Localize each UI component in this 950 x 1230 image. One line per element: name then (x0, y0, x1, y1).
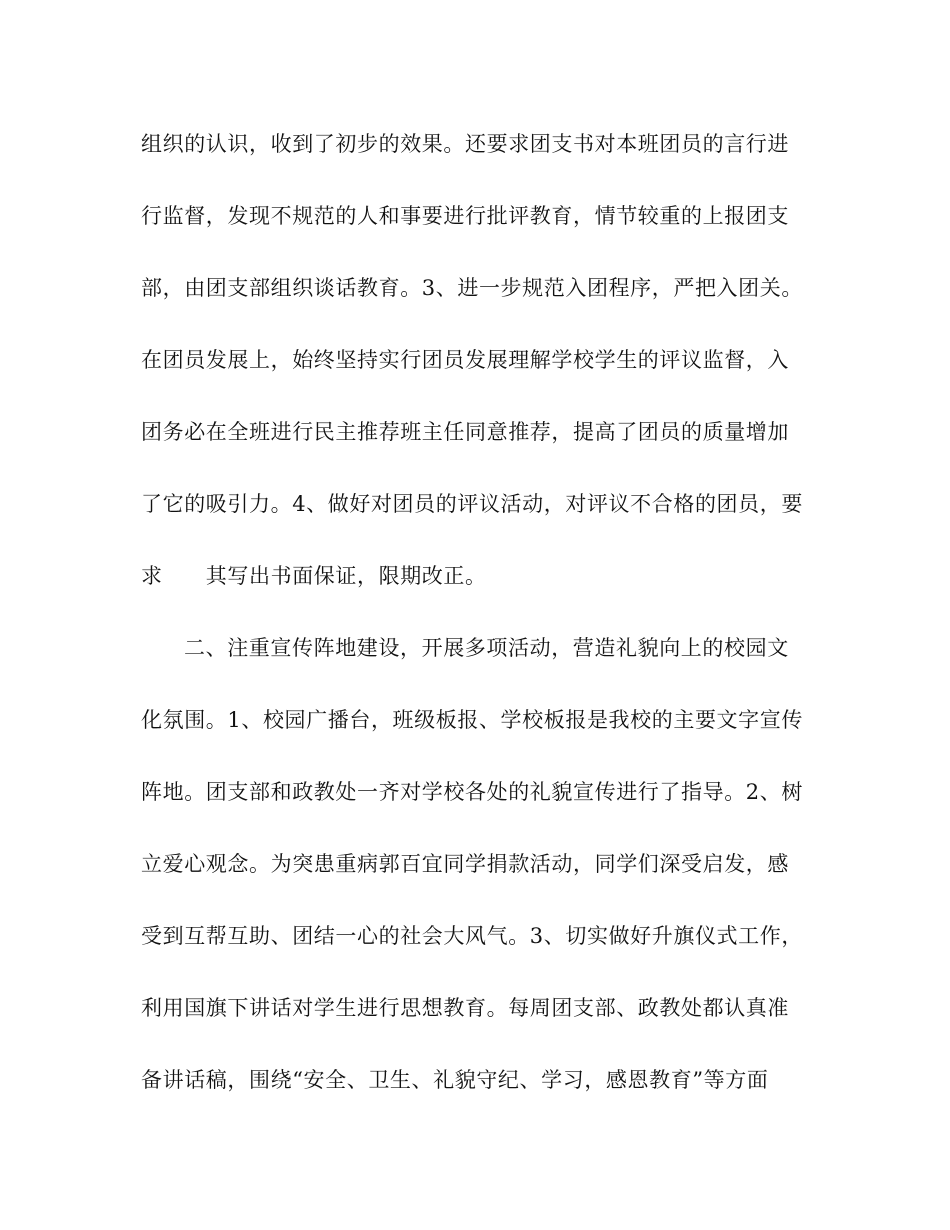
text-line-13: 利用国旗下讲话对学生进行思想教育。每周团支部、政教处都认真准 (141, 996, 789, 1020)
text-line-4: 在团员发展上，始终坚持实行团员发展理解学校学生的评议监督，入 (141, 348, 789, 372)
text-line-6: 了它的吸引力。4、做好对团员的评议活动，对评议不合格的团员，要 (141, 492, 803, 516)
text-line-12: 受到互帮互助、团结一心的社会大风气。3、切实做好升旗仪式工作， (141, 924, 803, 948)
text-line-10: 阵地。团支部和政教处一齐对学校各处的礼貌宣传进行了指导。2、树 (141, 780, 803, 804)
text-line-8: 二、注重宣传阵地建设，开展多项活动，营造礼貌向上的校园文 (184, 636, 789, 660)
text-line-7: 求 其写出书面保证，限期改正。 (141, 564, 487, 588)
text-line-9: 化氛围。1、校园广播台，班级板报、学校板报是我校的主要文字宣传 (141, 708, 803, 732)
text-line-1: 组织的认识，收到了初步的效果。还要求团支书对本班团员的言行进 (141, 132, 789, 156)
text-line-11: 立爱心观念。为突患重病郭百宜同学捐款活动，同学们深受启发，感 (141, 852, 789, 876)
text-line-2: 行监督，发现不规范的人和事要进行批评教育，情节较重的上报团支 (141, 204, 789, 228)
text-line-3: 部，由团支部组织谈话教育。3、进一步规范入团程序，严把入团关。 (141, 276, 803, 300)
text-line-5: 团务必在全班进行民主推荐班主任同意推荐，提高了团员的质量增加 (141, 420, 789, 444)
text-line-14: 备讲话稿，围绕“安全、卫生、礼貌守纪、学习，感恩教育”等方面 (141, 1068, 769, 1092)
